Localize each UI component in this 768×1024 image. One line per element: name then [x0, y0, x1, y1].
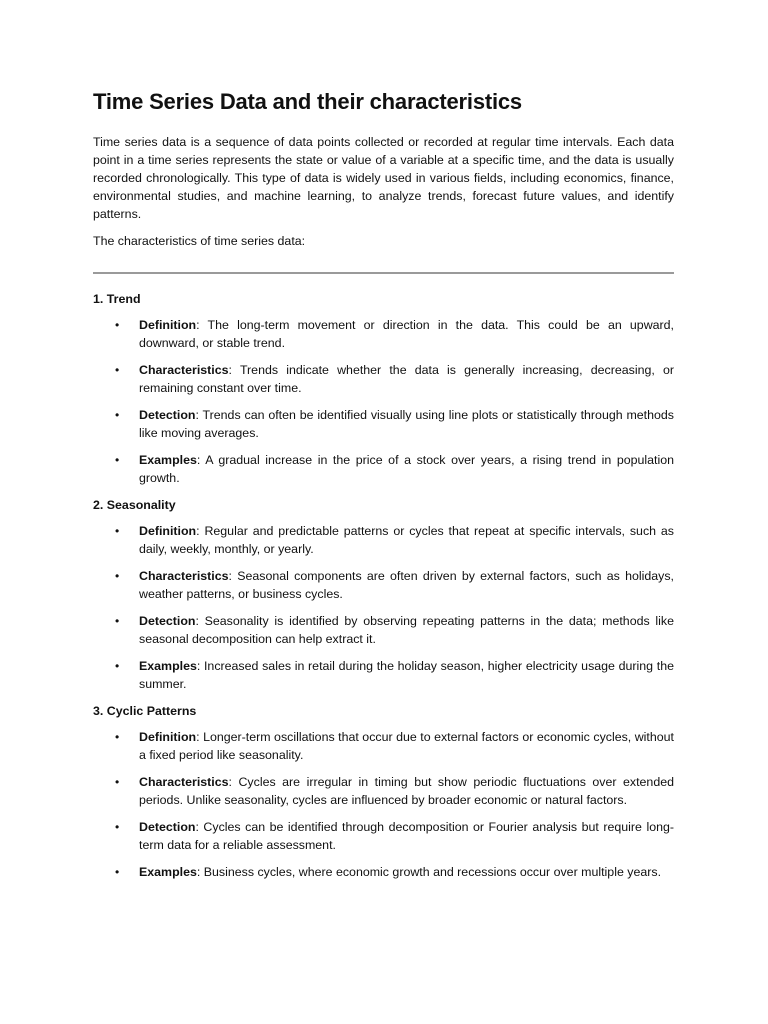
section-heading: 2. Seasonality	[93, 498, 176, 512]
item-text: : Increased sales in retail during the holiday season, higher electricity usage during the summer.	[139, 659, 674, 691]
bullet-icon: •	[115, 775, 120, 789]
bullet-icon: •	[115, 730, 120, 744]
list-item	[93, 361, 674, 397]
item-text: : Trends can often be identified visually using line plots or statistically through methods like moving averages.	[139, 408, 674, 440]
bullet-list	[93, 728, 674, 881]
item-text: : Regular and predictable patterns or cycles that repeat at specific intervals, such as daily, weekly, monthly, or yearly.	[139, 524, 674, 556]
item-text: : Seasonality is identified by observing repeating patterns in the data; methods like seasonal decomposition can help extract it.	[139, 614, 674, 646]
list-item	[93, 818, 674, 854]
list-item	[93, 612, 674, 648]
item-term: Examples	[139, 453, 197, 467]
bullet-icon: •	[115, 865, 120, 879]
bullet-icon: •	[115, 820, 120, 834]
item-text: : Trends indicate whether the data is generally increasing, decreasing, or remaining constant over time.	[139, 363, 674, 395]
item-term: Characteristics	[139, 363, 229, 377]
item-term: Examples	[139, 865, 197, 879]
bullet-icon: •	[115, 453, 120, 467]
horizontal-divider	[93, 272, 674, 274]
list-item	[93, 316, 674, 352]
section-seasonality	[93, 496, 674, 693]
bullet-icon: •	[115, 569, 120, 583]
intro-paragraph: Time series data is a sequence of data points collected or recorded at regular time intervals. Each data point in a time series represents the state or value of a variable at a specific time, and the data is usually recorded chronologically. This type of data is widely used in various fields, including economics, finance, environmental studies, and machine learning, to analyze trends, forecast future values, and identify patterns.	[93, 135, 674, 221]
list-item	[93, 728, 674, 764]
list-item	[93, 657, 674, 693]
item-term: Detection	[139, 614, 196, 628]
bullet-list	[93, 316, 674, 487]
list-item	[93, 451, 674, 487]
item-text: : The long-term movement or direction in the data. This could be an upward, downward, or stable trend.	[139, 318, 674, 350]
item-term: Definition	[139, 730, 197, 744]
section-heading: 3. Cyclic Patterns	[93, 704, 197, 718]
bullet-icon: •	[115, 614, 120, 628]
item-text: : Business cycles, where economic growth and recessions occur over multiple years.	[196, 865, 662, 879]
list-item	[93, 773, 674, 809]
item-text: : A gradual increase in the price of a stock over years, a rising trend in population growth.	[139, 453, 674, 485]
item-term: Detection	[139, 820, 196, 834]
item-term: Definition	[139, 318, 197, 332]
item-term: Characteristics	[139, 775, 229, 789]
page-title: Time Series Data and their characteristics	[93, 89, 522, 114]
bullet-icon: •	[115, 408, 120, 422]
bullet-icon: •	[115, 659, 120, 673]
list-item	[93, 406, 674, 442]
item-text: : Seasonal components are often driven by external factors, such as holidays, weather patterns, or business cycles.	[139, 569, 674, 601]
bullet-icon: •	[115, 524, 120, 538]
item-term: Detection	[139, 408, 196, 422]
list-item	[93, 863, 674, 881]
section-cyclic-patterns	[93, 702, 674, 881]
item-text: : Cycles are irregular in timing but show periodic fluctuations over extended periods. Unlike seasonality, cycles are influenced by broader economic or natural factors.	[139, 775, 674, 807]
characteristics-lead: The characteristics of time series data:	[93, 234, 306, 248]
section-trend	[93, 290, 674, 487]
list-item	[93, 567, 674, 603]
item-term: Characteristics	[139, 569, 229, 583]
item-text: : Longer-term oscillations that occur due to external factors or economic cycles, without a fixed period like seasonality.	[139, 730, 674, 762]
item-term: Definition	[139, 524, 197, 538]
item-term: Examples	[139, 659, 197, 673]
list-item	[93, 522, 674, 558]
bullet-icon: •	[115, 318, 120, 332]
bullet-list	[93, 522, 674, 693]
item-text: : Cycles can be identified through decomposition or Fourier analysis but require long-term data for a reliable assessment.	[139, 820, 674, 852]
bullet-icon: •	[115, 363, 120, 377]
section-heading: 1. Trend	[93, 292, 141, 306]
